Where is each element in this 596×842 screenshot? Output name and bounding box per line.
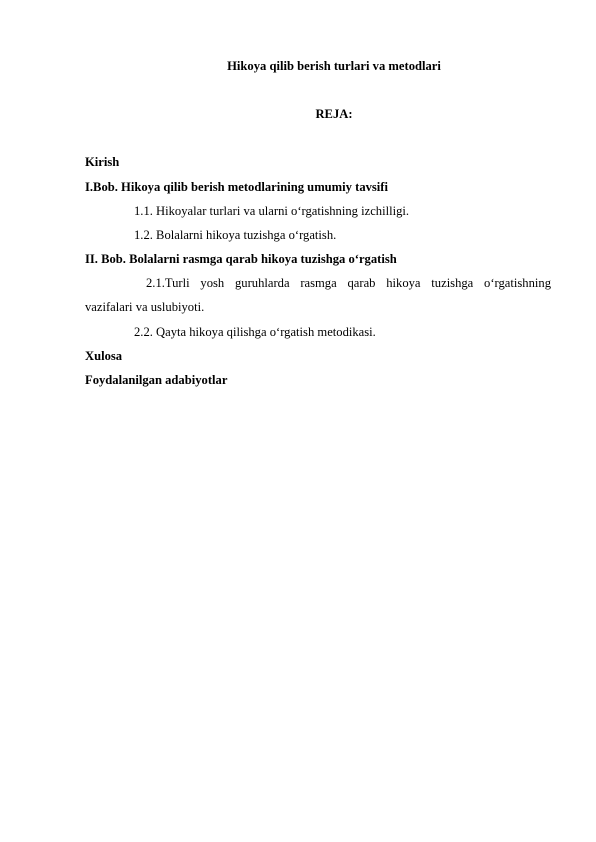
toc-item-2-1-line1: 2.1.Turli yosh guruhlarda rasmga qarab hikoya tuzishga o‘rgatishning [146, 276, 551, 290]
toc-item-2-1-line2: vazifalari va uslubiyoti. [85, 300, 205, 314]
toc-item-2-2: 2.2. Qayta hikoya qilishga o‘rgatish metodikasi. [134, 325, 376, 339]
toc-item-1-1: 1.1. Hikoyalar turlari va ularni o‘rgatishning izchilligi. [134, 204, 410, 218]
toc-chapter-2: II. Bob. Bolalarni rasmga qarab hikoya tuzishga o‘rgatish [85, 252, 397, 266]
toc-conclusion: Xulosa [85, 349, 123, 363]
toc-references: Foydalanilgan adabiyotlar [85, 373, 228, 387]
document-title: Hikoya qilib berish turlari va metodlari [227, 59, 441, 73]
toc-intro: Kirish [85, 155, 120, 169]
toc-chapter-1: I.Bob. Hikoya qilib berish metodlarining umumiy tavsifi [85, 180, 389, 194]
plan-heading: REJA: [315, 107, 353, 121]
toc-item-1-2: 1.2. Bolalarni hikoya tuzishga o‘rgatish. [134, 228, 337, 242]
